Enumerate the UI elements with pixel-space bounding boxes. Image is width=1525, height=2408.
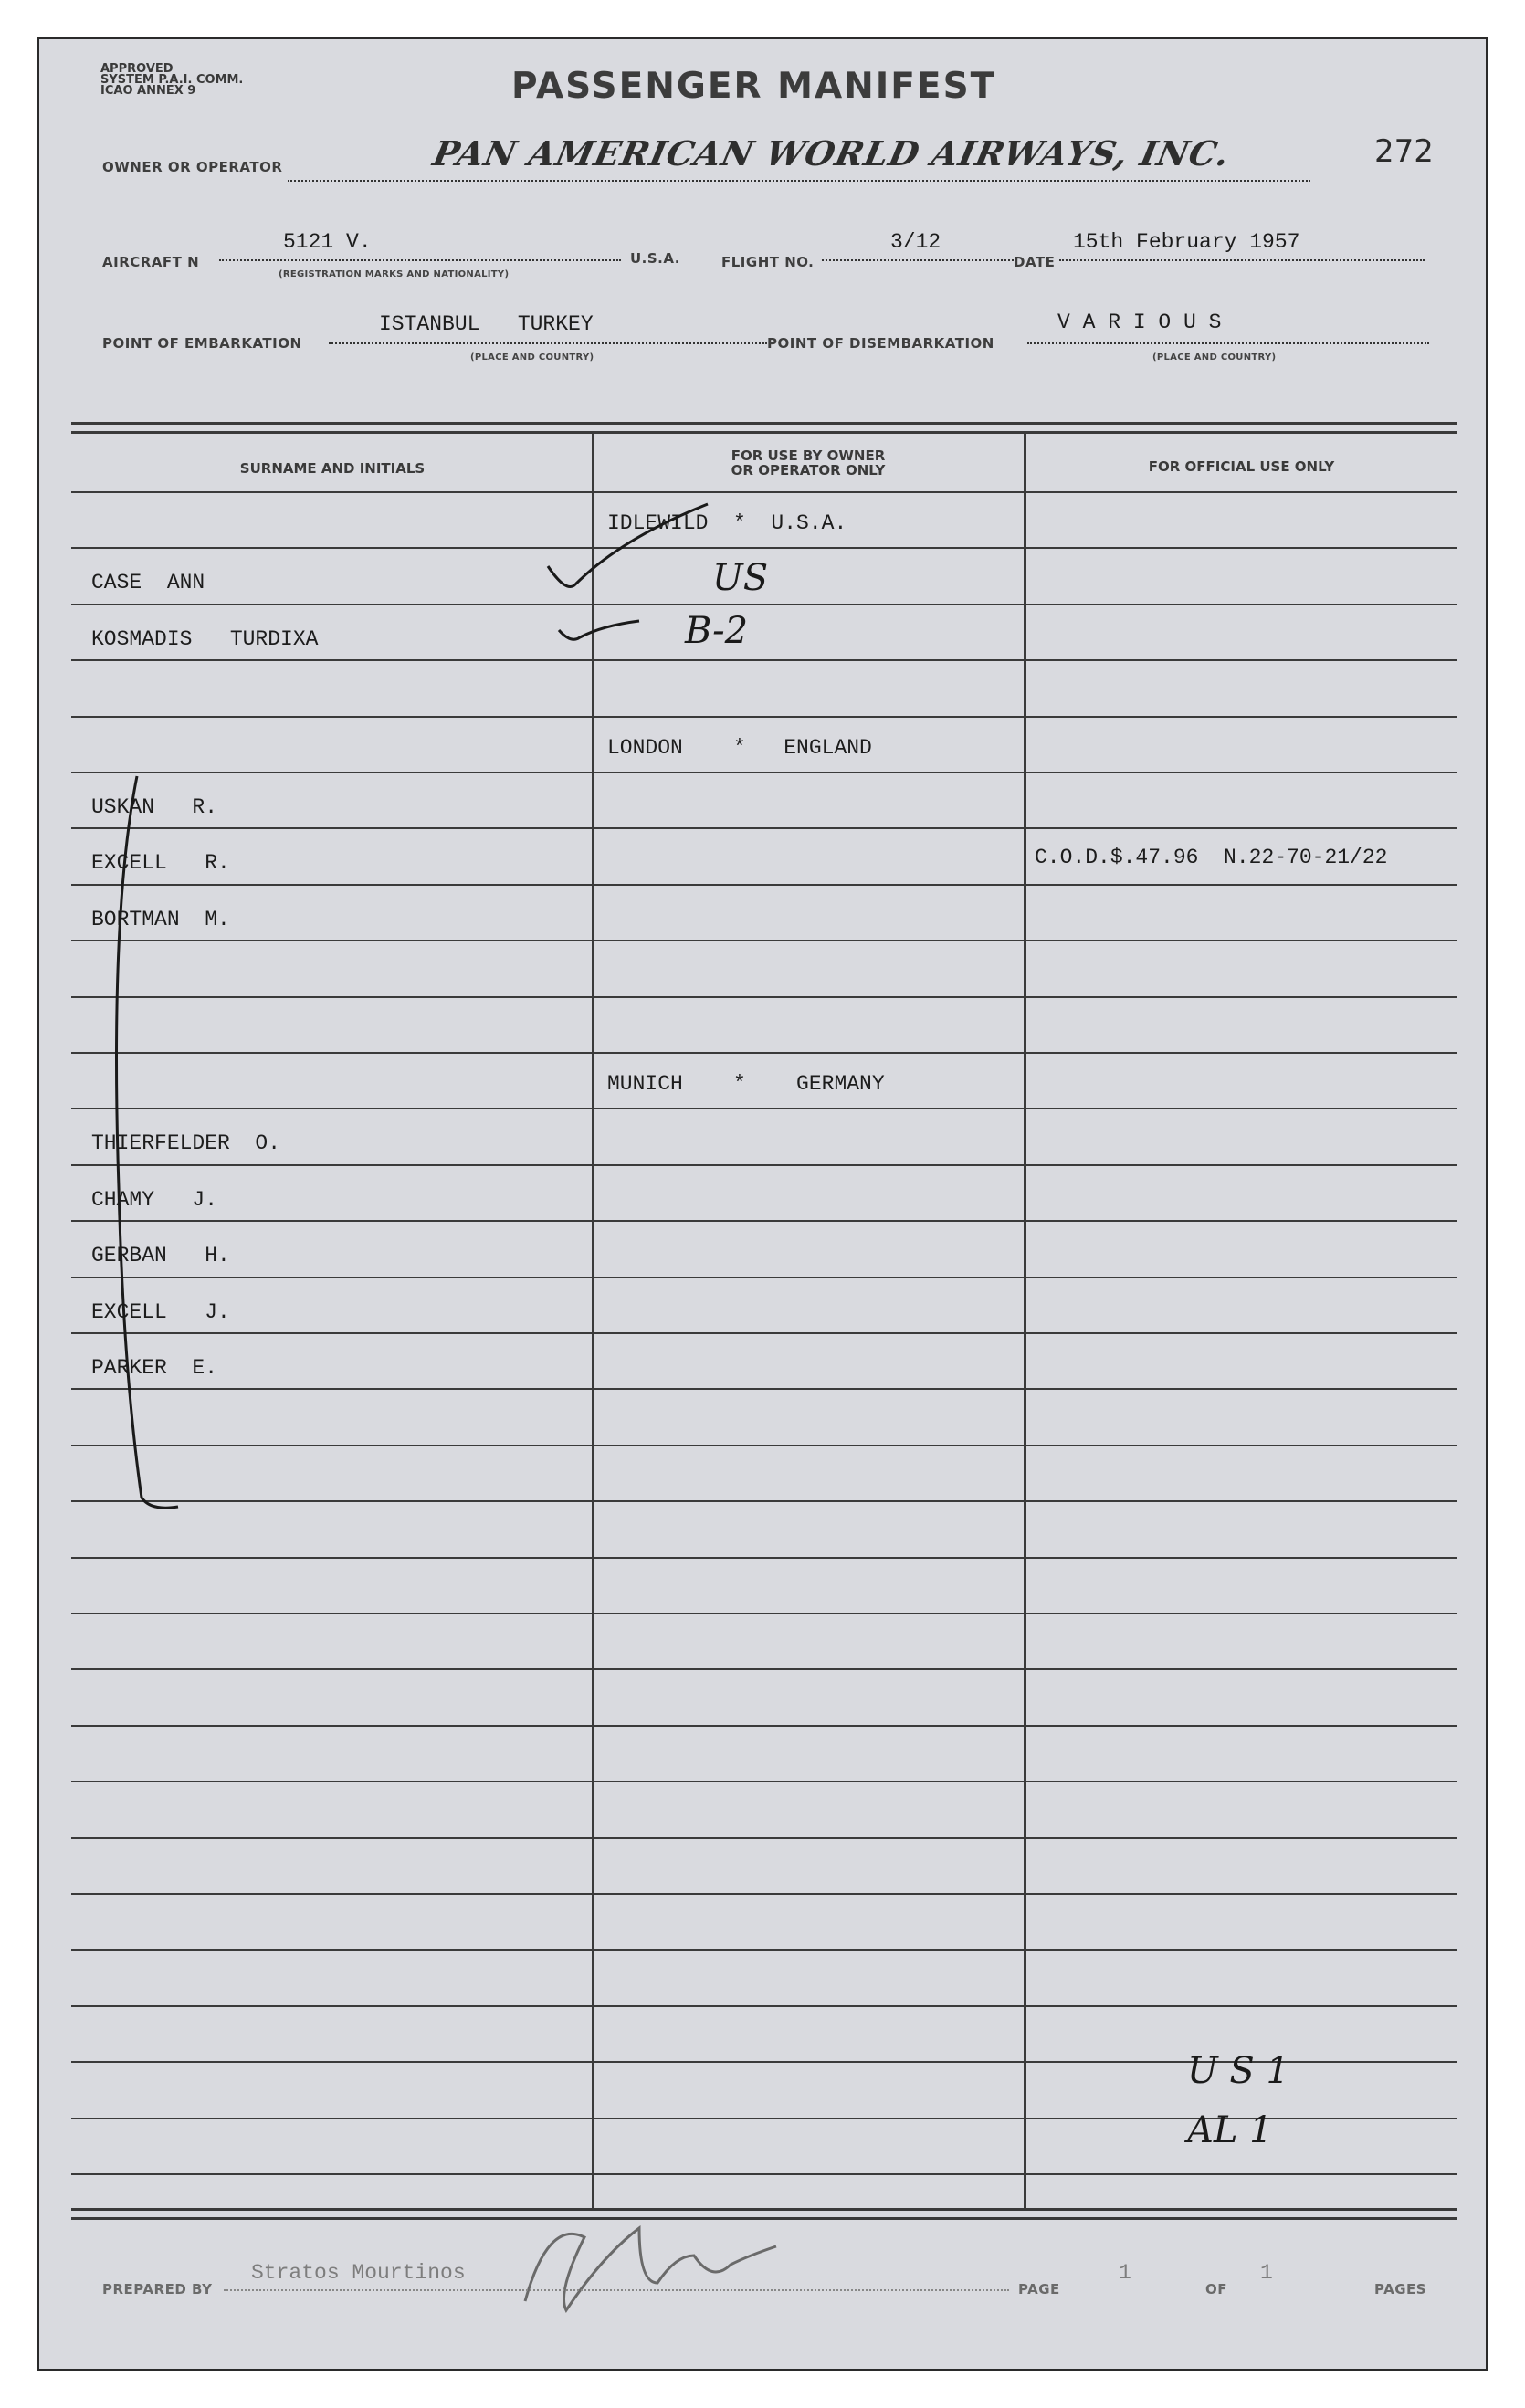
passenger-name: CASE ANN <box>91 571 205 594</box>
checkmark-icon <box>548 504 708 587</box>
disembarkation-label: POINT OF DISEMBARKATION <box>767 335 994 352</box>
passenger-name: GERBAN H. <box>91 1244 230 1267</box>
owner-label: OWNER OR OPERATOR <box>102 159 283 175</box>
date-label: DATE <box>1014 254 1056 270</box>
column-header-surname: SURNAME AND INITIALS <box>239 460 426 477</box>
aircraft-label: AIRCRAFT N <box>102 254 200 270</box>
passenger-name: USKAN R. <box>91 795 218 819</box>
checkmark-icon <box>559 621 639 639</box>
destination-heading: MUNICH * GERMANY <box>607 1072 885 1096</box>
page-value: 1 <box>1119 2261 1131 2285</box>
aircraft-value: 5121 V. <box>283 230 372 254</box>
aircraft-country: U.S.A. <box>630 250 680 267</box>
handwritten-al1: AL 1 <box>1187 2109 1273 2151</box>
of-label: OF <box>1205 2281 1227 2298</box>
official-note: C.O.D.$.47.96 N.22-70-21/22 <box>1035 846 1388 869</box>
passenger-name: BORTMAN M. <box>91 908 230 931</box>
disembarkation-sublabel: (PLACE AND COUNTRY) <box>1152 352 1277 363</box>
owner-value: PAN AMERICAN WORLD AIRWAYS, INC. <box>429 133 1234 174</box>
passenger-name: THIERFELDER O. <box>91 1131 281 1155</box>
page-title: PASSENGER MANIFEST <box>511 66 997 107</box>
passenger-name: CHAMY J. <box>91 1188 218 1212</box>
embarkation-value: ISTANBUL TURKEY <box>379 312 594 336</box>
prepared-label: PREPARED BY <box>102 2281 213 2298</box>
flight-label: FLIGHT NO. <box>721 254 815 270</box>
aircraft-sublabel: (REGISTRATION MARKS AND NATIONALITY) <box>279 269 510 279</box>
date-value: 15th February 1957 <box>1073 230 1300 254</box>
page-label: PAGE <box>1018 2281 1060 2298</box>
pages-label: PAGES <box>1374 2281 1427 2298</box>
signature <box>525 2228 776 2310</box>
passenger-name: PARKER E. <box>91 1356 218 1380</box>
column-header-owner-line2: OR OPERATOR ONLY <box>731 462 886 478</box>
flight-value: 3/12 <box>890 230 941 254</box>
page-number: 272 <box>1374 133 1434 170</box>
column-header-official: FOR OFFICIAL USE ONLY <box>1148 458 1335 475</box>
passenger-name: EXCELL R. <box>91 851 230 875</box>
handwritten-us: US <box>712 557 769 599</box>
bracket-mark <box>117 776 179 1508</box>
of-value: 1 <box>1260 2261 1273 2285</box>
destination-heading: IDLEWILD * U.S.A. <box>607 511 847 535</box>
prepared-name: Stratos Mourtinos <box>251 2261 466 2285</box>
embarkation-sublabel: (PLACE AND COUNTRY) <box>470 352 594 363</box>
column-header-owner-line1: FOR USE BY OWNER <box>731 447 886 464</box>
passenger-name: KOSMADIS TURDIXA <box>91 627 319 651</box>
disembarkation-value: V A R I O U S <box>1057 310 1222 334</box>
passenger-name: EXCELL J. <box>91 1300 230 1324</box>
handwritten-us1: U S 1 <box>1187 2050 1289 2092</box>
approval-stamp: APPROVED SYSTEM P.A.I. COMM. ICAO ANNEX 9 <box>100 62 244 98</box>
embarkation-label: POINT OF EMBARKATION <box>102 335 302 352</box>
handwritten-b2: B-2 <box>685 610 749 652</box>
destination-heading: LONDON * ENGLAND <box>607 736 872 760</box>
